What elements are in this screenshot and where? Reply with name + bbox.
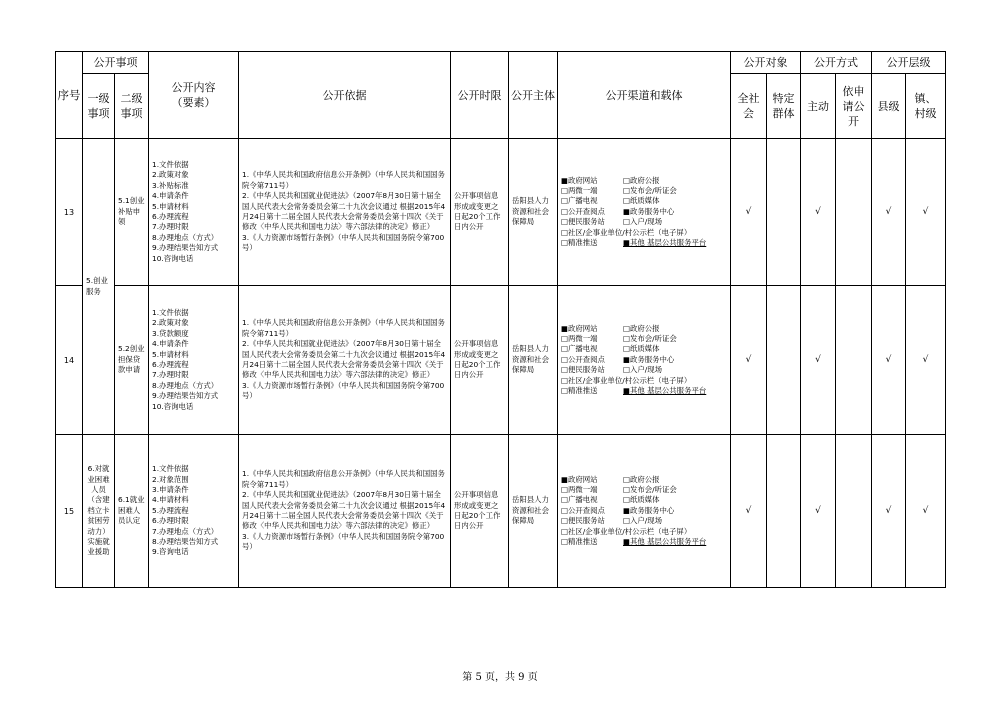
- table-row: [56, 139, 946, 286]
- row-audience-all: √: [731, 286, 767, 435]
- row-level-county: √: [872, 435, 906, 588]
- row-content: 1.文件依据 2.政策对象 3.补贴标准 4.申请条件 5.申请材料 6.办理流程 7.办理时限 8.办理地点（方式） 9.办理结果告知方式 10.咨询电话: [149, 139, 239, 286]
- header-channels: 公开渠道和载体: [558, 52, 731, 139]
- row-channels: ■政府网站 □政府公报 □两微一端 □发布会/听证会 □广播电视 □纸质媒体 □公开查阅点 ■政务服务中心 □便民服务站 □入户/现场 □社区/企事业单位/村公示栏（电子屏） □精准推送 ■其他 基层公共服务平台: [558, 435, 731, 588]
- header-audience-group: 公开对象: [731, 52, 801, 74]
- row-audience-all: √: [731, 139, 767, 286]
- row-channels: ■政府网站 □政府公报 □两微一端 □发布会/听证会 □广播电视 □纸质媒体 □公开查阅点 ■政务服务中心 □便民服务站 □入户/现场 □社区/企事业单位/村公示栏（电子屏） □精准推送 ■其他 基层公共服务平台: [558, 139, 731, 286]
- header-seq: 序号: [56, 52, 83, 139]
- page-footer: 第 5 页，共 9 页: [462, 672, 538, 683]
- row-level-town: √: [906, 139, 946, 286]
- row-basis: 1.《中华人民共和国政府信息公开条例》（中华人民共和国国务院令第711号） 2.《中华人民共和国就业促进法》（2007年8月30日第十届全国人民代表大会常务委员会第二十九次会议通过 根据2015年4月24日第十二届全国人民代表大会常务委员会第十四次《关于修改〈中华人民共和国电力法〉等六部法律的决定》修正） 3.《人力资源市场暂行条例》（中华人民共和国国务院令第700号）: [239, 286, 451, 435]
- header-subject: 公开主体: [509, 52, 558, 139]
- header-level1: 一级 事项: [83, 74, 115, 139]
- header-level-county: 县级: [872, 74, 906, 139]
- row-time-limit: 公开事项信息形成或变更之日起20个工作日内公开: [451, 286, 509, 435]
- row-level2: 6.1就业困难人员认定: [115, 435, 149, 588]
- header-mode-apply: 依申 请公 开: [836, 74, 872, 139]
- row-level1: 6.对就业困难人员（含建档立卡贫困劳动力）实施就业援助: [83, 435, 115, 588]
- header-mode-active: 主动: [801, 74, 836, 139]
- row-mode-apply: [836, 139, 872, 286]
- table-row: [56, 286, 946, 435]
- row-time-limit: 公开事项信息形成或变更之日起20个工作日内公开: [451, 435, 509, 588]
- disclosure-table: [55, 51, 946, 588]
- row-mode-active: √: [801, 286, 836, 435]
- row-level-county: √: [872, 286, 906, 435]
- row-level-county: √: [872, 139, 906, 286]
- row-mode-apply: [836, 286, 872, 435]
- row-level2: 5.2创业担保贷款申请: [115, 286, 149, 435]
- row-subject: 岳阳县人力资源和社会保障局: [509, 139, 558, 286]
- row-mode-active: √: [801, 435, 836, 588]
- row-seq: 13: [56, 139, 83, 286]
- row-basis: 1.《中华人民共和国政府信息公开条例》（中华人民共和国国务院令第711号） 2.《中华人民共和国就业促进法》（2007年8月30日第十届全国人民代表大会常务委员会第二十九次会议通过 根据2015年4月24日第十二届全国人民代表大会常务委员会第十四次《关于修改〈中华人民共和国电力法〉等六部法律的决定》修正） 3.《人力资源市场暂行条例》（中华人民共和国国务院令第700号）: [239, 139, 451, 286]
- table-row: [56, 435, 946, 588]
- header-audience-specific: 特定 群体: [767, 74, 801, 139]
- row-audience-specific: [767, 435, 801, 588]
- header-basis: 公开依据: [239, 52, 451, 139]
- row-basis: 1.《中华人民共和国政府信息公开条例》（中华人民共和国国务院令第711号） 2.《中华人民共和国就业促进法》（2007年8月30日第十届全国人民代表大会常务委员会第二十九次会议通过 根据2015年4月24日第十二届全国人民代表大会常务委员会第十四次《关于修改〈中华人民共和国电力法〉等六部法律的决定》修正） 3.《人力资源市场暂行条例》（中华人民共和国国务院令第700号）: [239, 435, 451, 588]
- row-level2: 5.1创业补贴申领: [115, 139, 149, 286]
- row-audience-all: √: [731, 435, 767, 588]
- row-subject: 岳阳县人力资源和社会保障局: [509, 286, 558, 435]
- row-audience-specific: [767, 139, 801, 286]
- row-channels: ■政府网站 □政府公报 □两微一端 □发布会/听证会 □广播电视 □纸质媒体 □公开查阅点 ■政务服务中心 □便民服务站 □入户/现场 □社区/企事业单位/村公示栏（电子屏） □精准推送 ■其他 基层公共服务平台: [558, 286, 731, 435]
- header-content: 公开内容 （要素）: [149, 52, 239, 139]
- row-seq: 15: [56, 435, 83, 588]
- header-time-limit: 公开时限: [451, 52, 509, 139]
- row-content: 1.文件依据 2.对象范围 3.申请条件 4.申请材料 5.办理流程 6.办理时限 7.办理地点（方式） 8.办理结果告知方式 9.咨询电话: [149, 435, 239, 588]
- row-mode-active: √: [801, 139, 836, 286]
- row-level1: 5.创业服务: [83, 139, 115, 435]
- row-level-town: √: [906, 435, 946, 588]
- row-subject: 岳阳县人力资源和社会保障局: [509, 435, 558, 588]
- header-mode-group: 公开方式: [801, 52, 872, 74]
- header-audience-all: 全社 会: [731, 74, 767, 139]
- header-items-group: 公开事项: [83, 52, 149, 74]
- header-level2: 二级 事项: [115, 74, 149, 139]
- row-audience-specific: [767, 286, 801, 435]
- header-level-town: 镇、 村级: [906, 74, 946, 139]
- row-mode-apply: [836, 435, 872, 588]
- row-level-town: √: [906, 286, 946, 435]
- row-seq: 14: [56, 286, 83, 435]
- header-level-group: 公开层级: [872, 52, 946, 74]
- row-content: 1.文件依据 2.政策对象 3.贷款额度 4.申请条件 5.申请材料 6.办理流程 7.办理时限 8.办理地点（方式） 9.办理结果告知方式 10.咨询电话: [149, 286, 239, 435]
- row-time-limit: 公开事项信息形成或变更之日起20个工作日内公开: [451, 139, 509, 286]
